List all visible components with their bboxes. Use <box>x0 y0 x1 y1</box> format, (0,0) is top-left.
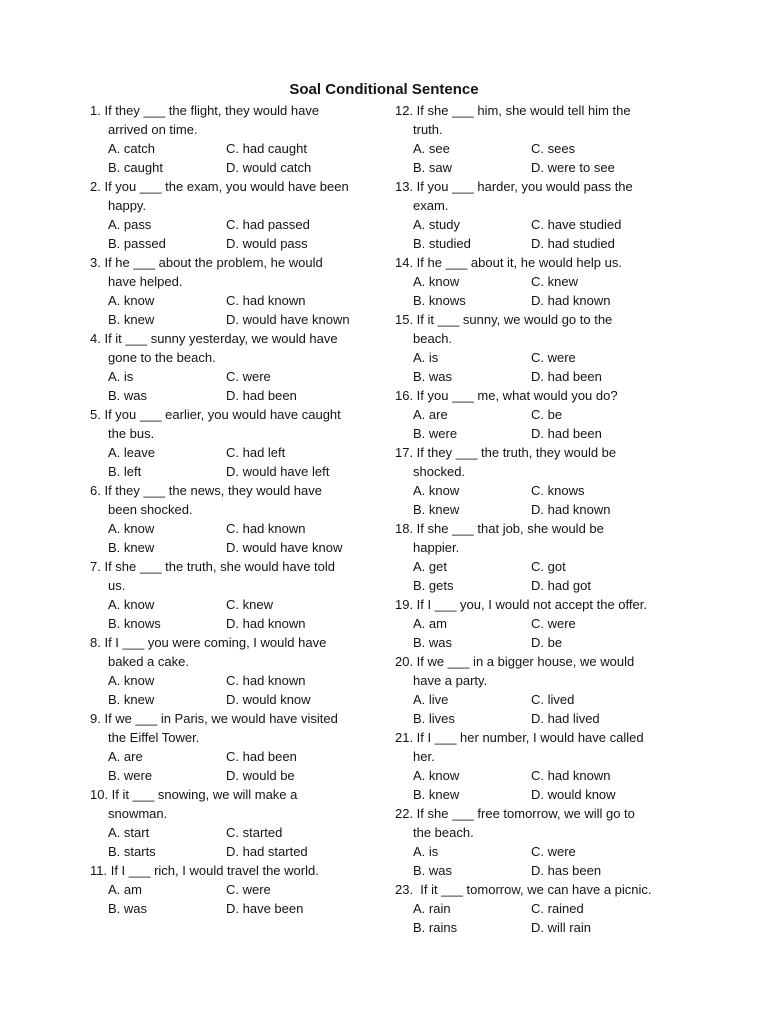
option-a: A. know <box>108 293 155 308</box>
question-text: 21. If I ___ her number, I would have called <box>395 730 644 745</box>
option-row <box>395 424 652 443</box>
option-row <box>90 823 349 842</box>
option-row <box>395 766 652 785</box>
option-row <box>90 747 349 766</box>
question-text: 16. If you ___ me, what would you do? <box>395 388 618 403</box>
question-item <box>90 405 349 481</box>
option-a: A. catch <box>108 141 155 156</box>
option-row <box>395 139 652 158</box>
option-c: C. were <box>531 350 576 365</box>
question-item <box>90 633 349 709</box>
option-a: A. know <box>413 483 460 498</box>
option-c: C. lived <box>531 692 575 707</box>
question-text: the Eiffel Tower. <box>108 730 200 745</box>
question-item <box>90 709 349 785</box>
option-a: A. pass <box>108 217 152 232</box>
option-b: B. knows <box>413 293 466 308</box>
question-text: 3. If he ___ about the problem, he would <box>90 255 323 270</box>
question-text: 13. If you ___ harder, you would pass the <box>395 179 633 194</box>
question-text: us. <box>108 578 126 593</box>
option-a: A. is <box>413 844 439 859</box>
option-a: A. rain <box>413 901 451 916</box>
option-d: D. has been <box>531 863 602 878</box>
option-row <box>90 766 349 785</box>
option-b: B. were <box>413 426 458 441</box>
option-row <box>90 291 349 310</box>
question-text: happier. <box>413 540 460 555</box>
option-a: A. am <box>413 616 447 631</box>
option-row <box>90 215 349 234</box>
question-item <box>395 728 652 804</box>
question-text: gone to the beach. <box>108 350 216 365</box>
question-text: 8. If I ___ you were coming, I would have <box>90 635 327 650</box>
option-d: D. had got <box>531 578 591 593</box>
option-d: D. had known <box>531 502 611 517</box>
question-item <box>395 386 652 443</box>
option-d: D. would catch <box>226 160 312 175</box>
option-b: B. rains <box>413 920 458 935</box>
question-text: 23. If it ___ tomorrow, we can have a picnic. <box>395 882 652 897</box>
option-d: D. would know <box>531 787 616 802</box>
option-row <box>395 576 652 595</box>
option-b: B. was <box>108 388 148 403</box>
option-row <box>90 158 349 177</box>
option-a: A. get <box>413 559 447 574</box>
option-c: C. had passed <box>226 217 310 232</box>
option-row <box>395 633 652 652</box>
question-text: 17. If they ___ the truth, they would be <box>395 445 617 460</box>
option-d: D. would pass <box>226 236 308 251</box>
option-row <box>395 481 652 500</box>
question-text: the bus. <box>108 426 155 441</box>
option-b: B. knows <box>108 616 161 631</box>
right-question-column <box>395 101 652 937</box>
option-row <box>395 272 652 291</box>
option-a: A. start <box>108 825 150 840</box>
option-row <box>90 462 349 481</box>
option-b: B. knew <box>413 787 460 802</box>
option-a: A. live <box>413 692 449 707</box>
question-item <box>90 481 349 557</box>
option-row <box>395 405 652 424</box>
question-text: 1. If they ___ the flight, they would have <box>90 103 320 118</box>
option-a: A. are <box>413 407 448 422</box>
question-text: snowman. <box>108 806 168 821</box>
question-text: 15. If it ___ sunny, we would go to the <box>395 312 613 327</box>
question-text: shocked. <box>413 464 466 479</box>
option-d: D. had been <box>531 426 602 441</box>
question-item <box>90 785 349 861</box>
option-a: A. know <box>108 597 155 612</box>
option-c: C. had known <box>226 293 306 308</box>
left-question-column <box>90 101 349 918</box>
question-item <box>395 652 652 728</box>
option-c: C. rained <box>531 901 584 916</box>
question-item <box>395 101 652 177</box>
option-b: B. knew <box>108 540 155 555</box>
option-a: A. am <box>108 882 142 897</box>
question-text: 5. If you ___ earlier, you would have caught <box>90 407 341 422</box>
question-text: her. <box>413 749 435 764</box>
option-row <box>395 614 652 633</box>
question-text: 11. If I ___ rich, I would travel the world. <box>90 863 319 878</box>
option-d: D. were to see <box>531 160 615 175</box>
option-c: C. had been <box>226 749 297 764</box>
option-b: B. was <box>108 901 148 916</box>
option-row <box>90 367 349 386</box>
option-a: A. know <box>413 274 460 289</box>
option-row <box>90 671 349 690</box>
option-b: B. studied <box>413 236 471 251</box>
option-c: C. were <box>531 616 576 631</box>
option-d: D. would have known <box>226 312 350 327</box>
question-text: baked a cake. <box>108 654 189 669</box>
option-b: B. left <box>108 464 142 479</box>
question-text: 2. If you ___ the exam, you would have been <box>90 179 349 194</box>
question-item <box>90 177 349 253</box>
option-c: C. got <box>531 559 566 574</box>
question-item <box>395 253 652 310</box>
question-text: 6. If they ___ the news, they would have <box>90 483 322 498</box>
option-a: A. leave <box>108 445 155 460</box>
option-row <box>90 519 349 538</box>
question-item <box>395 310 652 386</box>
option-a: A. know <box>108 521 155 536</box>
option-row <box>395 899 652 918</box>
option-d: D. would be <box>226 768 295 783</box>
option-b: B. knew <box>108 692 155 707</box>
option-row <box>90 899 349 918</box>
question-text: 14. If he ___ about it, he would help us. <box>395 255 622 270</box>
option-b: B. was <box>413 369 453 384</box>
option-c: C. had known <box>226 673 306 688</box>
option-d: D. had lived <box>531 711 600 726</box>
option-row <box>395 842 652 861</box>
option-row <box>90 310 349 329</box>
question-text: 22. If she ___ free tomorrow, we will go to <box>395 806 635 821</box>
option-row <box>395 215 652 234</box>
question-text: happy. <box>108 198 147 213</box>
option-row <box>90 386 349 405</box>
option-b: B. was <box>413 635 453 650</box>
question-text: have a party. <box>413 673 488 688</box>
option-b: B. saw <box>413 160 453 175</box>
option-c: C. were <box>226 369 271 384</box>
option-d: D. had known <box>226 616 306 631</box>
option-row <box>395 367 652 386</box>
option-row <box>90 139 349 158</box>
option-d: D. had studied <box>531 236 615 251</box>
option-a: A. know <box>413 768 460 783</box>
option-c: C. started <box>226 825 283 840</box>
question-item <box>395 880 652 937</box>
question-text: have helped. <box>108 274 183 289</box>
option-d: D. had been <box>531 369 602 384</box>
option-d: D. had known <box>531 293 611 308</box>
option-c: C. sees <box>531 141 576 156</box>
option-c: C. knows <box>531 483 585 498</box>
option-c: C. have studied <box>531 217 622 232</box>
option-b: B. starts <box>108 844 156 859</box>
option-row <box>90 538 349 557</box>
question-text: 12. If she ___ him, she would tell him the <box>395 103 631 118</box>
option-a: A. see <box>413 141 450 156</box>
option-c: C. had known <box>226 521 306 536</box>
question-text: 19. If I ___ you, I would not accept the offer. <box>395 597 647 612</box>
option-row <box>395 234 652 253</box>
option-b: B. was <box>413 863 453 878</box>
option-b: B. gets <box>413 578 454 593</box>
option-c: C. had caught <box>226 141 307 156</box>
question-item <box>90 253 349 329</box>
option-row <box>90 690 349 709</box>
question-item <box>90 101 349 177</box>
question-text: been shocked. <box>108 502 193 517</box>
option-row <box>395 500 652 519</box>
option-d: D. will rain <box>531 920 591 935</box>
option-row <box>395 861 652 880</box>
option-a: A. study <box>413 217 460 232</box>
option-row <box>90 614 349 633</box>
question-text: 7. If she ___ the truth, she would have told <box>90 559 335 574</box>
option-c: C. were <box>531 844 576 859</box>
option-d: D. had started <box>226 844 308 859</box>
option-a: A. are <box>108 749 143 764</box>
question-text: exam. <box>413 198 449 213</box>
option-c: C. be <box>531 407 563 422</box>
option-row <box>395 291 652 310</box>
question-text: 4. If it ___ sunny yesterday, we would have <box>90 331 338 346</box>
option-row <box>395 348 652 367</box>
question-item <box>395 519 652 595</box>
option-row <box>90 234 349 253</box>
question-text: the beach. <box>413 825 474 840</box>
option-c: C. had left <box>226 445 286 460</box>
question-item <box>395 443 652 519</box>
option-d: D. would have know <box>226 540 343 555</box>
question-item <box>90 861 349 918</box>
option-d: D. would know <box>226 692 311 707</box>
option-a: A. is <box>108 369 134 384</box>
option-row <box>90 443 349 462</box>
option-d: D. be <box>531 635 563 650</box>
page-title: Soal Conditional Sentence <box>289 81 479 98</box>
question-item <box>90 329 349 405</box>
option-row <box>395 158 652 177</box>
option-b: B. knew <box>413 502 460 517</box>
option-c: C. knew <box>531 274 578 289</box>
option-c: C. knew <box>226 597 273 612</box>
question-text: 20. If we ___ in a bigger house, we would <box>395 654 635 669</box>
option-b: B. were <box>108 768 153 783</box>
option-b: B. knew <box>108 312 155 327</box>
option-d: D. have been <box>226 901 304 916</box>
option-a: A. is <box>413 350 439 365</box>
question-text: arrived on time. <box>108 122 198 137</box>
option-row <box>395 785 652 804</box>
question-text: 18. If she ___ that job, she would be <box>395 521 604 536</box>
option-c: C. had known <box>531 768 611 783</box>
option-b: B. lives <box>413 711 455 726</box>
question-text: 9. If we ___ in Paris, we would have visited <box>90 711 338 726</box>
question-text: beach. <box>413 331 453 346</box>
option-row <box>395 709 652 728</box>
option-c: C. were <box>226 882 271 897</box>
question-item <box>395 595 652 652</box>
question-item <box>395 804 652 880</box>
question-item <box>90 557 349 633</box>
question-text: truth. <box>413 122 443 137</box>
option-row <box>90 842 349 861</box>
option-d: D. would have left <box>226 464 330 479</box>
option-row <box>90 595 349 614</box>
option-row <box>90 880 349 899</box>
question-item <box>395 177 652 253</box>
option-d: D. had been <box>226 388 297 403</box>
option-b: B. passed <box>108 236 166 251</box>
option-row <box>395 557 652 576</box>
option-row <box>395 918 652 937</box>
question-text: 10. If it ___ snowing, we will make a <box>90 787 298 802</box>
option-a: A. know <box>108 673 155 688</box>
option-b: B. caught <box>108 160 163 175</box>
option-row <box>395 690 652 709</box>
